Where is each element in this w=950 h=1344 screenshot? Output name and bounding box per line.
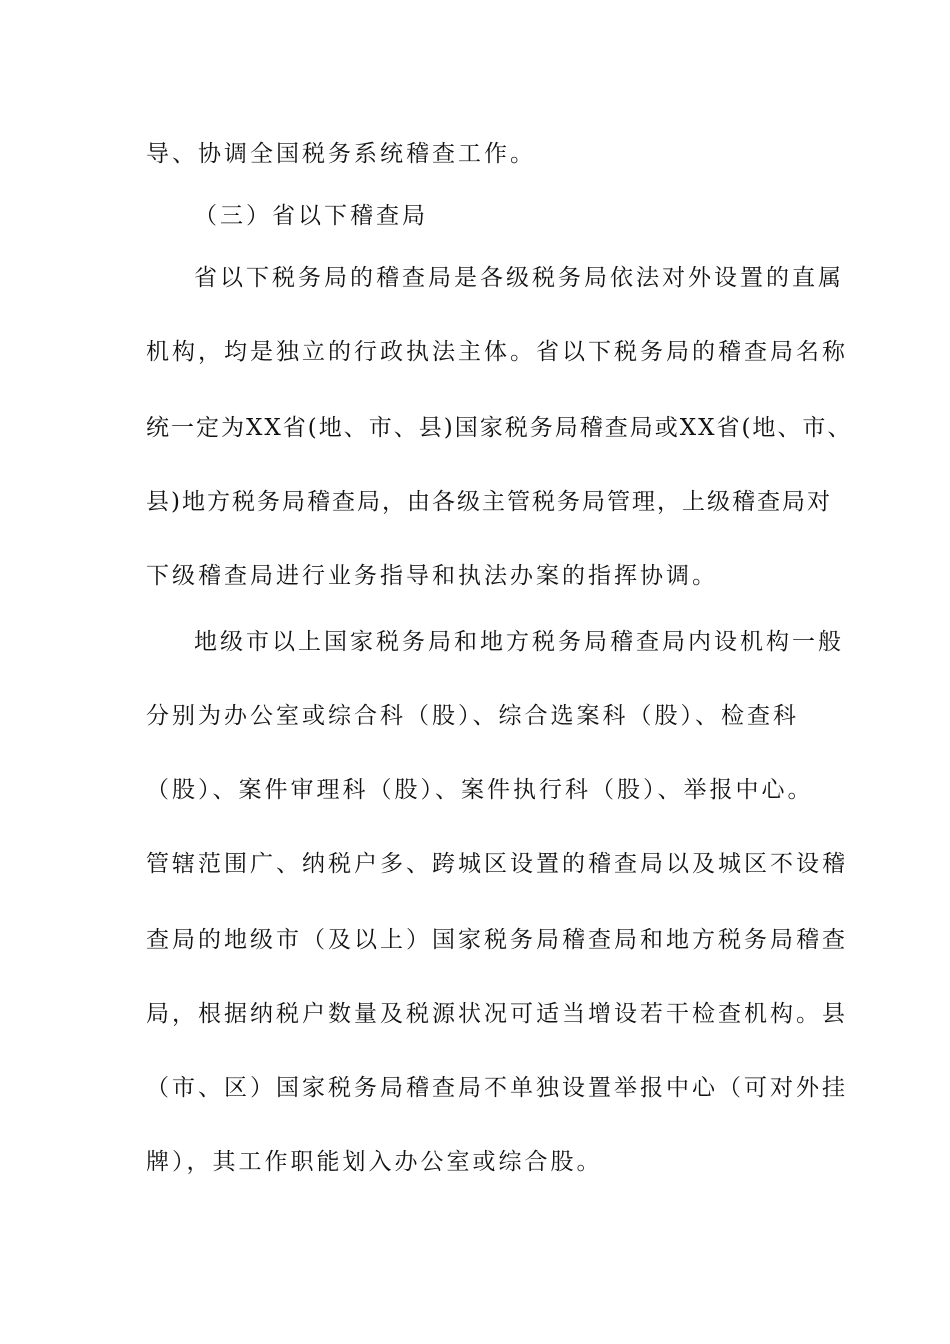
text-line-12: 查局的地级市（及以上）国家税务局稽查局和地方税务局稽查 xyxy=(146,927,848,953)
text-line-11: 管辖范围广、纳税户多、跨城区设置的稽查局以及城区不设稽 xyxy=(146,851,848,877)
text-line-7: 下级稽查局进行业务指导和执法办案的指挥协调。 xyxy=(146,563,718,589)
text-line-6: 县)地方税务局稽查局，由各级主管税务局管理，上级稽查局对 xyxy=(146,489,832,515)
text-line-1: 导、协调全国税务系统稽查工作。 xyxy=(146,141,536,167)
text-line-3: 省以下税务局的稽查局是各级税务局依法对外设置的直属 xyxy=(194,265,844,291)
text-line-5: 统一定为XX省(地、市、县)国家税务局稽查局或XX省(地、市、 xyxy=(146,415,853,441)
section-heading: （三）省以下稽查局 xyxy=(194,203,428,229)
text-line-10: （股）、案件审理科（股）、案件执行科（股）、举报中心。 xyxy=(146,777,814,803)
text-line-14: （市、区）国家税务局稽查局不单独设置举报中心（可对外挂 xyxy=(146,1075,848,1101)
text-line-4: 机构，均是独立的行政执法主体。省以下税务局的稽查局名称 xyxy=(146,339,848,365)
text-line-13: 局，根据纳税户数量及税源状况可适当增设若干检查机构。县 xyxy=(146,1001,848,1027)
text-line-15: 牌），其工作职能划入办公室或综合股。 xyxy=(146,1149,603,1175)
text-line-8: 地级市以上国家税务局和地方税务局稽查局内设机构一般 xyxy=(194,629,844,655)
text-line-9: 分别为办公室或综合科（股）、综合选案科（股）、检查科 xyxy=(146,703,799,729)
